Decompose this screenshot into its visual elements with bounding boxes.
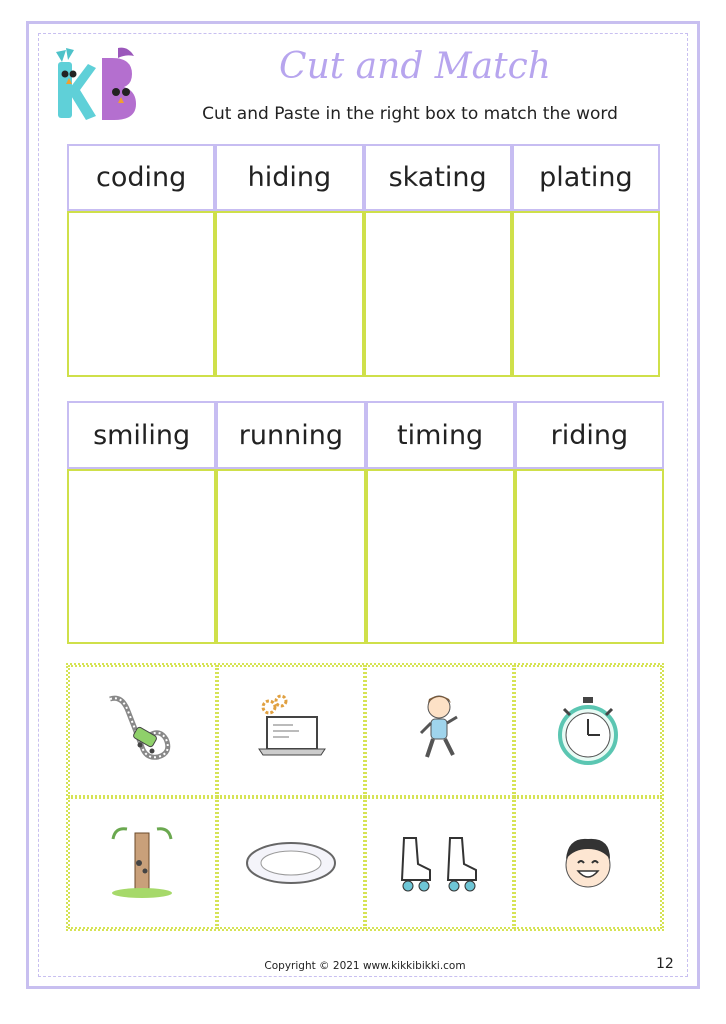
- word-cell: plating: [512, 144, 660, 211]
- page-title: Cut and Match: [279, 46, 551, 87]
- plate-icon: [243, 838, 339, 888]
- paste-box[interactable]: [364, 211, 512, 377]
- instruction-text: Cut and Paste in the right box to match the word: [202, 104, 618, 124]
- paste-box[interactable]: [67, 211, 215, 377]
- roller-skates-icon: [394, 828, 484, 898]
- paste-box[interactable]: [216, 469, 365, 644]
- cutout-card[interactable]: [514, 797, 663, 929]
- running-boy-icon: [409, 691, 469, 771]
- word-cell: skating: [364, 144, 512, 211]
- kb-logo: [52, 44, 144, 124]
- cutout-card[interactable]: [68, 797, 217, 929]
- word-cell: riding: [515, 401, 664, 469]
- tree-hiding-icon: [107, 823, 177, 903]
- roller-coaster-icon: [102, 691, 182, 771]
- stopwatch-icon: [548, 691, 628, 771]
- cutout-card[interactable]: [217, 797, 366, 929]
- match-table-1: [67, 144, 660, 377]
- match-table-2: [67, 401, 664, 644]
- paste-box[interactable]: [366, 469, 515, 644]
- laptop-code-icon: [249, 691, 333, 771]
- word-cell: coding: [67, 144, 215, 211]
- word-cell: timing: [366, 401, 515, 469]
- copyright-text: Copyright © 2021 www.kikkibikki.com: [264, 960, 466, 972]
- word-cell: hiding: [215, 144, 363, 211]
- word-cell: smiling: [67, 401, 216, 469]
- cutout-card[interactable]: [514, 665, 663, 797]
- smiling-face-icon: [556, 831, 620, 895]
- page-number: 12: [656, 956, 674, 972]
- cutout-card[interactable]: [365, 797, 514, 929]
- word-cell: running: [216, 401, 365, 469]
- cutout-grid: [66, 663, 664, 931]
- paste-box[interactable]: [67, 469, 216, 644]
- cutout-card[interactable]: [217, 665, 366, 797]
- cutout-card[interactable]: [68, 665, 217, 797]
- paste-box[interactable]: [512, 211, 660, 377]
- paste-box[interactable]: [215, 211, 363, 377]
- cutout-card[interactable]: [365, 665, 514, 797]
- paste-box[interactable]: [515, 469, 664, 644]
